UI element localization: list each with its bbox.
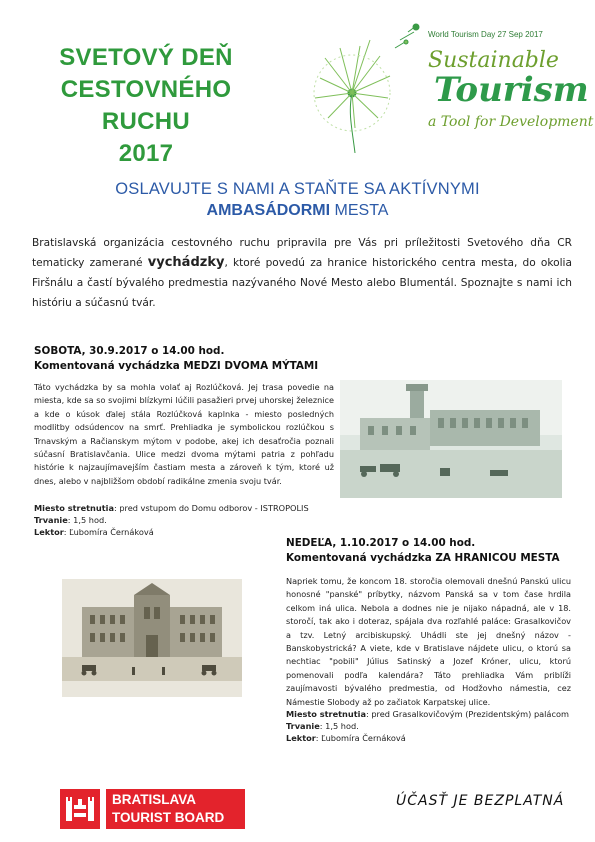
motto-bold-word: AMBASÁDORMI [206, 202, 331, 219]
walk2-meeting-label: Miesto stretnutia [286, 709, 366, 719]
intro-before: Bratislavská organizácia cestovného ruchu pripravila pre Vás pri príležitosti Svetového dňa CR tematicky zamerané [32, 237, 572, 269]
walk2-meeting-value: : pred Grasalkovičovým (Prezidentským) palácom [365, 709, 569, 719]
walk1-date: SOBOTA, 30.9.2017 o 14.00 hod. [34, 345, 225, 357]
walk2-description: Napriek tomu, že koncom 18. storočia olemovali dnešnú Panskú ulicu honosné "panské" príbytky, názvom Panská sa v tom čase hrdila celkom iná ulica. Nebola a dodnes nie je nijako nápadná, ale v 18. storočí, tak ako i doteraz, spájala dva rozľahlé paláce: Grasalkovičov a tzv. Letný arcibiskupský. Uhádli ste jej dnešný názov - Banskobystrická? A viete, kde v Bratislave nájdete ulicu, o ktorú sa nechtiac "pobili" Július Satinský a Jozef Króner, ulicu, ktorú pomenovali podľa kalendára? Táto prehliadka Vám priblíži zaujímavosti bývalého predmestia, od Hodžovho námestia, cez Námestie Slobody až po začiatok Karpatskej ulice. [286, 576, 571, 707]
walk2-guide [286, 732, 406, 745]
intro-bold: vychádzky [147, 255, 225, 270]
logo-word-tool: a Tool for Development [428, 114, 594, 130]
intro-after: , ktoré povedú za hranice historického centra mesta, do okolia Firšnálu a častí bývalého predmestia nazývaného Nové Mesto alebo Blumentál. Spoznajte s nami ich históriu a súčasnú tvár. [32, 257, 572, 309]
walk1-meeting [34, 502, 309, 515]
castle-icon [60, 789, 100, 829]
walk2-guide-value: : Ľubomíra Černáková [315, 733, 406, 743]
walk1-guide-value: : Ľubomíra Černáková [63, 527, 154, 537]
motto-line2 [0, 202, 595, 220]
motto-rest: MESTA [330, 202, 389, 219]
event-title-line1: SVETOVÝ DEŇ [59, 44, 233, 71]
walk2-subtitle: Komentovaná vychádzka ZA HRANICOU MESTA [286, 552, 560, 564]
walk1-duration-label: Trvanie [34, 515, 68, 525]
dandelion-icon [300, 18, 440, 158]
walk2-meeting [286, 708, 569, 721]
walk1-duration [34, 514, 107, 527]
event-title-year: 2017 [118, 140, 174, 167]
logo-word-tourism: Tourism [434, 70, 589, 110]
walk1-duration-value: : 1,5 hod. [67, 515, 107, 525]
logo-tagline: World Tourism Day 27 Sep 2017 [428, 30, 543, 39]
intro-paragraph [32, 233, 572, 313]
brand-text [106, 789, 245, 829]
bratislava-tourist-board-logo [60, 789, 245, 829]
walk1-meeting-value: : pred vstupom do Domu odborov - ISTROPOLIS [113, 503, 309, 513]
event-title [26, 42, 266, 170]
walk1-description: Táto vychádzka by sa mohla volať aj Rozlúčková. Jej trasa povedie na miesta, kde sa so svojimi blízkymi lúčili pasažieri prvej uhorskej železnice a kde o kúsok ďalej stála Rozlúčková kaplnka - miesto posledných modlitby odsúdencov na smrť. Prehliadka je symbolickou rozlúčkou s Trnavským a Račianskym mýtom v podobe, akej ich desaťročia poznali súčasní Bratislavčania. Ulice medzi dvoma mýtami patria z pohľadu histórie k najzaujímavejším častiam mesta a zároveň k tým, ktoré už dnes, alebo v najbližšom období radikálne zmenia svoju tvár. [34, 382, 334, 486]
brand-line1: BRATISLAVA [112, 792, 196, 807]
railway-station-engraving [340, 380, 562, 498]
walk2-duration-label: Trvanie [286, 721, 320, 731]
logo-word-sustainable: Sustainable [428, 48, 559, 73]
walk1-guide [34, 526, 154, 539]
palace-engraving [62, 579, 242, 697]
walk1-subtitle: Komentovaná vychádzka MEDZI DVOMA MÝTAMI [34, 360, 319, 372]
walk2-duration [286, 720, 359, 733]
walk2-duration-value: : 1,5 hod. [319, 721, 359, 731]
brand-line2: TOURIST BOARD [112, 810, 225, 825]
sustainable-tourism-logo [300, 18, 594, 158]
walk2-date: NEDEĽA, 1.10.2017 o 14.00 hod. [286, 537, 476, 549]
free-entry-note: ÚČASŤ JE BEZPLATNÁ [396, 793, 565, 809]
event-title-line2: CESTOVNÉHO RUCHU [60, 76, 232, 135]
motto-line1: OSLAVUJTE S NAMI A STAŇTE SA AKTÍVNYMI [115, 180, 480, 198]
walk1-guide-label: Lektor [34, 527, 64, 537]
walk1-meeting-label: Miesto stretnutia [34, 503, 114, 513]
walk2-guide-label: Lektor [286, 733, 316, 743]
